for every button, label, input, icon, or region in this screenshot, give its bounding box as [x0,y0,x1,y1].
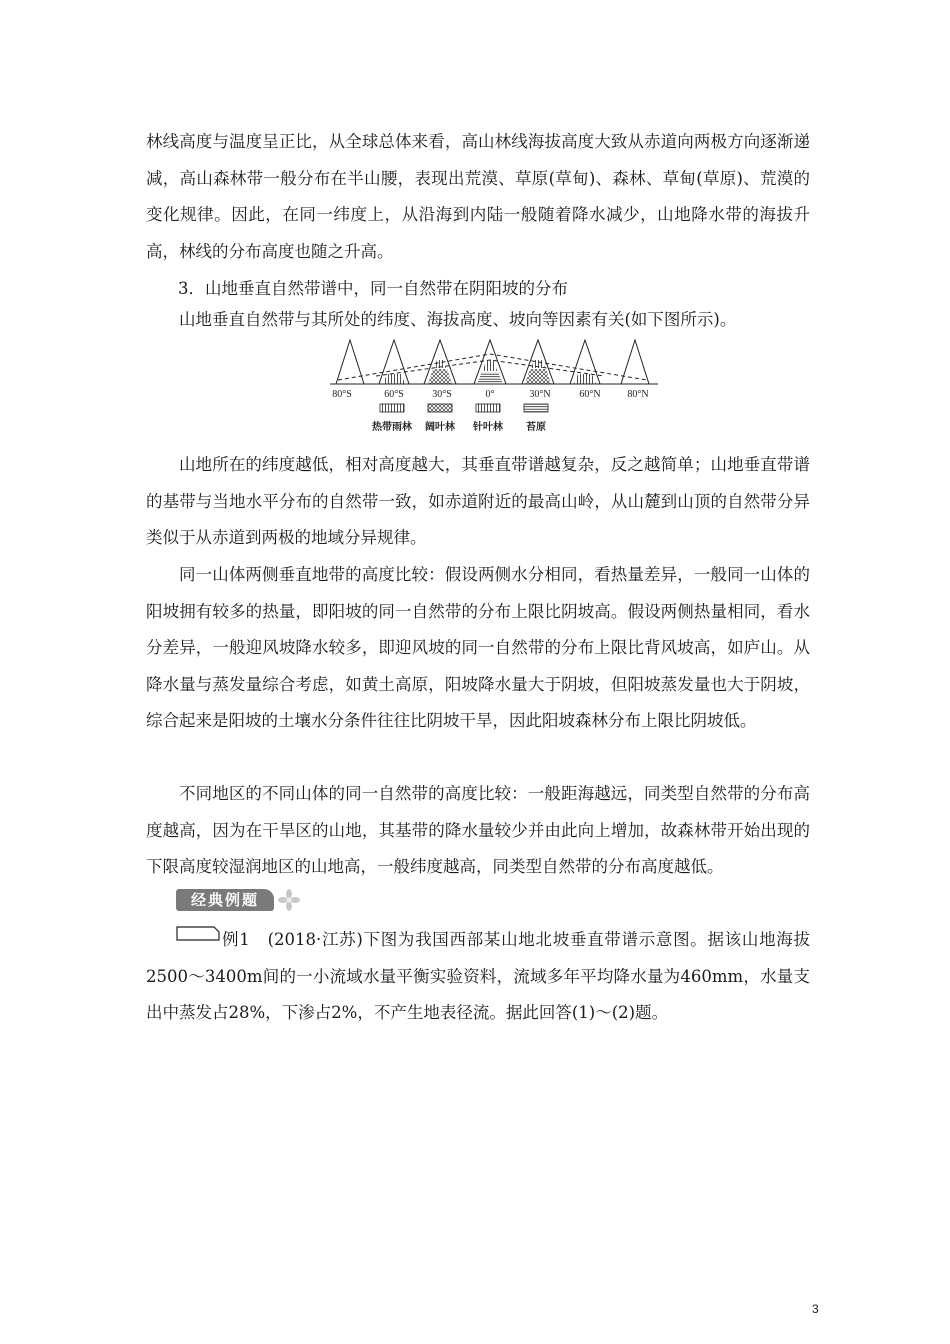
lat-label-30s: 30°S [432,389,452,400]
legend-label-broadleaf: 阔叶林 [425,422,455,433]
lat-label-60n: 60°N [579,389,601,400]
legend-swatch-conifer [476,404,500,412]
paragraph-same-mountain: 同一山体两侧垂直地带的高度比较：假设两侧水分相同，看热量差异，一般同一山体的阳坡拥有较多的热量，即阳坡的同一自然带的分布上限比阴坡高。假设两侧热量相同，看水分差异，一般迎风坡降水较多，即迎风坡的同一自然带的分布上限比背风坡高，如庐山。从降水量与蒸发量综合考虑，如黄土高原，阳坡降水量大于阴坡，但阳坡蒸发量也大于阴坡，综合起来是阳坡的土壤水分条件往往比阴坡干旱，因此阳坡森林分布上限比阴坡低。 [146,565,810,730]
lat-label-80n: 80°N [627,389,649,400]
vertical-zonation-diagram [324,338,664,438]
legend-label-conifer: 针叶林 [473,422,503,433]
legend-label-rainforest: 热带雨林 [372,422,412,433]
lat-label-0: 0° [485,389,495,400]
legend-swatch-broadleaf [428,404,452,412]
lat-label-80s: 80°S [332,389,352,400]
flower-icon [278,889,300,911]
section-heading-3: 3．山地垂直自然带谱中，同一自然带在阴阳坡的分布 [178,279,568,298]
paragraph-treeline: 林线高度与温度呈正比，从全球总体来看，高山林线海拔高度大致从赤道向两极方向逐渐递减，高山森林带一般分布在半山腰，表现出荒漠、草原(草甸)、森林、草甸(草原)、荒漠的变化规律。因此，在同一纬度上，从沿海到内陆一般随着降水减少，山地降水带的海拔升高，林线的分布高度也随之升高。 [146,132,810,261]
legend-swatch-rainforest [380,404,404,412]
legend-label-tundra: 苔原 [526,422,546,433]
legend-swatch-tundra [524,404,548,412]
paragraph-figure-intro: 山地垂直自然带与其所处的纬度、海拔高度、坡向等因素有关(如下图所示)。 [179,310,737,329]
section-badge: 经典例题 [176,889,274,911]
paragraph-latitude: 山地所在的纬度越低，相对高度越大，其垂直带谱越复杂，反之越简单；山地垂直带谱的基带与当地水平分布的自然带一致，如赤道附近的最高山岭，从山麓到山顶的自然带分异类似于从赤道到两极的地域分异规律。 [146,455,810,547]
lat-label-30n: 30°N [529,389,551,400]
example-question: 例1 (2018·江苏)下图为我国西部某山地北坡垂直带谱示意图。据该山地海拔2500～3400m间的一小流域水量平衡实验资料，流域多年平均降水量为460mm，水量支出中蒸发占28%，下渗占2%，不产生地表径流。据此回答(1)～(2)题。 [146,930,810,1022]
paragraph-different-mountains: 不同地区的不同山体的同一自然带的高度比较：一般距海越远，同类型自然带的分布高度越高，因为在干旱区的山地，其基带的降水量较少并由此向上增加，故森林带开始出现的下限高度较湿润地区的山地高，一般纬度越高，同类型自然带的分布高度越低。 [146,784,810,876]
lat-label-60s: 60°S [384,389,404,400]
page-number: 3 [812,1302,819,1316]
